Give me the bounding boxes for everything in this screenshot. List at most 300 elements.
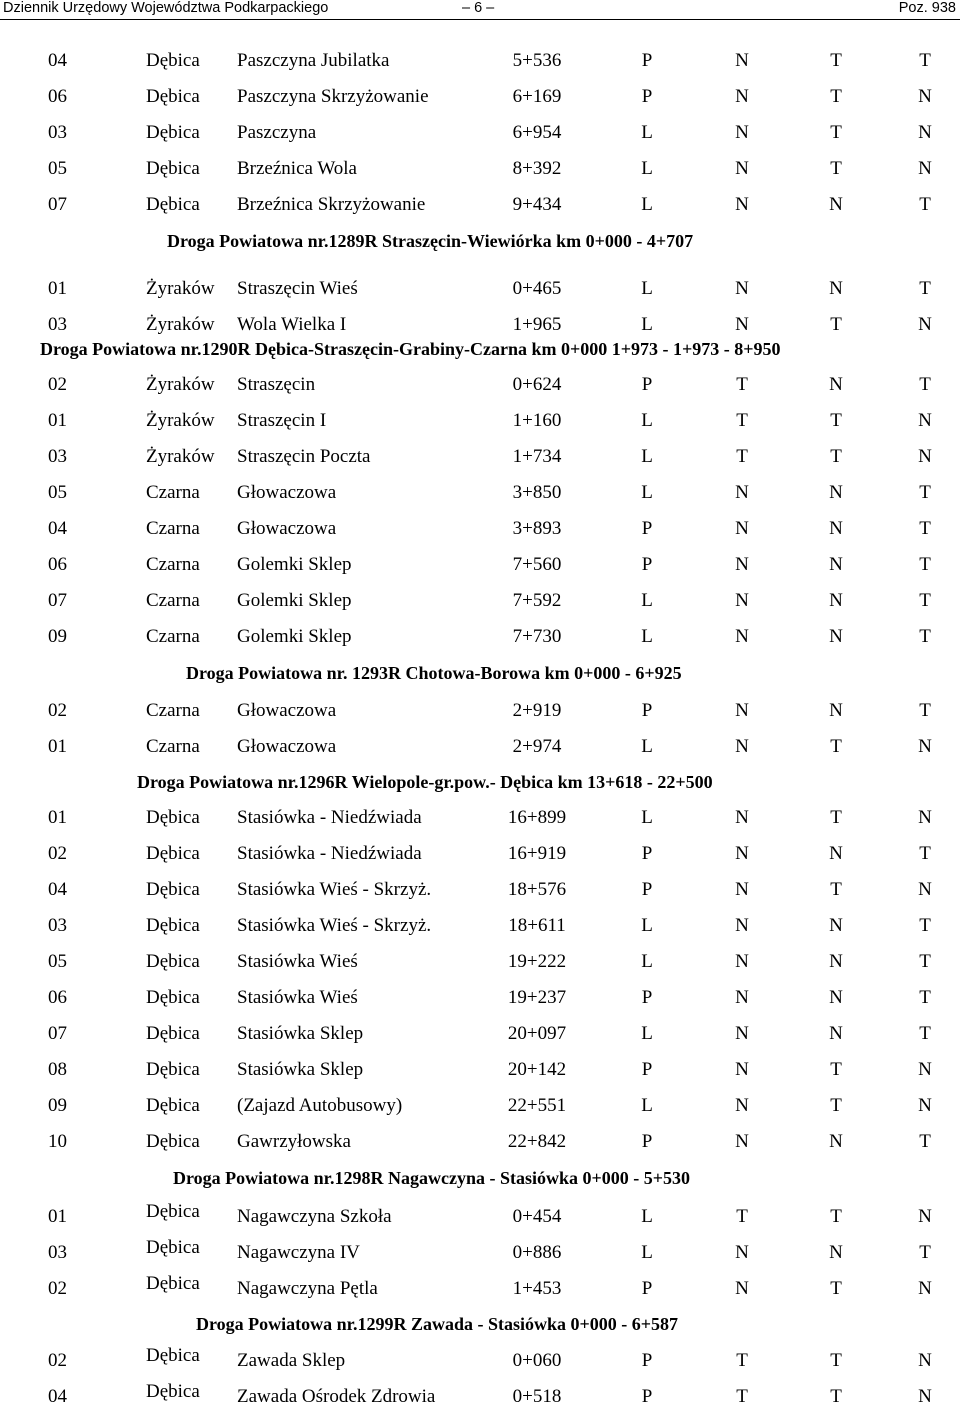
attribute-a-cell: N	[735, 158, 749, 179]
stop-number-cell: 06	[48, 86, 67, 107]
attribute-c-cell: N	[918, 1095, 932, 1116]
attribute-c-cell: T	[919, 915, 931, 936]
position-number: Poz. 938	[898, 0, 956, 16]
attribute-a-cell: N	[735, 843, 749, 864]
attribute-a-cell: T	[736, 1350, 748, 1371]
kilometer-cell: 3+893	[512, 518, 562, 539]
municipality-cell: Dębica	[146, 1095, 200, 1116]
stop-number-cell: 03	[48, 1242, 67, 1263]
side-cell: P	[641, 1350, 653, 1371]
kilometer-cell: 0+454	[512, 1206, 562, 1227]
stop-number-cell: 04	[48, 1386, 67, 1407]
side-cell: P	[641, 1278, 653, 1299]
attribute-b-cell: N	[829, 1242, 843, 1263]
stop-number-cell: 06	[48, 554, 67, 575]
table-row	[0, 1128, 960, 1156]
attribute-a-cell: N	[735, 314, 749, 335]
stop-number-cell: 01	[48, 410, 67, 431]
road-section-heading	[0, 1166, 960, 1190]
municipality-cell: Dębica	[146, 807, 200, 828]
attribute-b-cell: T	[830, 314, 842, 335]
stop-number-cell: 07	[48, 590, 67, 611]
stop-name-cell: Głowaczowa	[237, 736, 337, 757]
side-cell: P	[641, 518, 653, 539]
table-row	[0, 551, 960, 579]
attribute-c-cell: N	[918, 1278, 932, 1299]
road-section-heading	[0, 770, 960, 794]
municipality-cell: Dębica	[146, 50, 200, 71]
attribute-c-cell: T	[919, 987, 931, 1008]
kilometer-cell: 1+160	[512, 410, 562, 431]
attribute-c-cell: T	[919, 482, 931, 503]
attribute-b-cell: N	[829, 482, 843, 503]
attribute-b-cell: N	[829, 700, 843, 721]
table-row	[0, 948, 960, 976]
municipality-cell: Dębica	[146, 1131, 200, 1152]
attribute-a-cell: N	[735, 590, 749, 611]
attribute-c-cell: T	[919, 194, 931, 215]
stop-number-cell: 09	[48, 626, 67, 647]
attribute-b-cell: T	[830, 410, 842, 431]
municipality-cell: Czarna	[146, 590, 200, 611]
attribute-c-cell: T	[919, 554, 931, 575]
attribute-a-cell: N	[735, 122, 749, 143]
stop-number-cell: 04	[48, 879, 67, 900]
stop-number-cell: 02	[48, 843, 67, 864]
table-row	[0, 83, 960, 111]
stop-number-cell: 01	[48, 278, 67, 299]
municipality-cell: Dębica	[146, 1201, 200, 1222]
kilometer-cell: 19+222	[507, 951, 567, 972]
attribute-b-cell: N	[829, 278, 843, 299]
table-row	[0, 623, 960, 651]
kilometer-cell: 0+518	[512, 1386, 562, 1407]
municipality-cell: Żyraków	[146, 314, 215, 335]
kilometer-cell: 7+730	[512, 626, 562, 647]
attribute-a-cell: N	[735, 86, 749, 107]
municipality-cell: Dębica	[146, 1273, 200, 1294]
kilometer-cell: 0+060	[512, 1350, 562, 1371]
attribute-a-cell: N	[735, 50, 749, 71]
attribute-b-cell: T	[830, 1059, 842, 1080]
attribute-b-cell: T	[830, 879, 842, 900]
table-row	[0, 119, 960, 147]
stop-name-cell: Stasiówka Sklep	[237, 1023, 364, 1044]
attribute-a-cell: T	[736, 410, 748, 431]
attribute-c-cell: N	[918, 736, 932, 757]
stop-number-cell: 10	[48, 1131, 67, 1152]
side-cell: P	[641, 554, 653, 575]
kilometer-cell: 22+842	[507, 1131, 567, 1152]
table-row	[0, 1203, 960, 1231]
side-cell: L	[641, 158, 653, 179]
attribute-c-cell: T	[919, 278, 931, 299]
attribute-c-cell: N	[918, 86, 932, 107]
table-row	[0, 1383, 960, 1411]
stop-name-cell: Głowaczowa	[237, 518, 337, 539]
attribute-b-cell: N	[829, 1023, 843, 1044]
table-row	[0, 912, 960, 940]
attribute-c-cell: N	[918, 314, 932, 335]
municipality-cell: Dębica	[146, 158, 200, 179]
side-cell: P	[641, 1059, 653, 1080]
stop-name-cell: Straszęcin Wieś	[237, 278, 358, 299]
attribute-a-cell: N	[735, 626, 749, 647]
side-cell: P	[641, 86, 653, 107]
stop-number-cell: 04	[48, 518, 67, 539]
kilometer-cell: 8+392	[512, 158, 562, 179]
attribute-c-cell: T	[919, 951, 931, 972]
table-row	[0, 371, 960, 399]
attribute-c-cell: N	[918, 807, 932, 828]
attribute-b-cell: T	[830, 1350, 842, 1371]
road-section-title: Droga Powiatowa nr.1299R Zawada - Stasiówka 0+000 - 6+587	[196, 1314, 679, 1334]
attribute-a-cell: N	[735, 736, 749, 757]
stop-name-cell: Nagawczyna Pętla	[237, 1278, 378, 1299]
attribute-b-cell: T	[830, 122, 842, 143]
table-row	[0, 587, 960, 615]
attribute-a-cell: T	[736, 1206, 748, 1227]
stop-name-cell: (Zajazd Autobusowy)	[237, 1095, 403, 1116]
stop-name-cell: Stasiówka Wieś - Skrzyż.	[237, 915, 432, 936]
stop-number-cell: 06	[48, 987, 67, 1008]
stop-name-cell: Paszczyna Skrzyżowanie	[237, 86, 429, 107]
kilometer-cell: 1+453	[512, 1278, 562, 1299]
attribute-c-cell: T	[919, 1242, 931, 1263]
municipality-cell: Dębica	[146, 1059, 200, 1080]
attribute-b-cell: T	[830, 158, 842, 179]
table-row	[0, 876, 960, 904]
attribute-b-cell: N	[829, 1131, 843, 1152]
table-row	[0, 1347, 960, 1375]
attribute-a-cell: N	[735, 1278, 749, 1299]
kilometer-cell: 20+142	[507, 1059, 567, 1080]
kilometer-cell: 6+954	[512, 122, 562, 143]
table-row	[0, 697, 960, 725]
side-cell: P	[641, 700, 653, 721]
stop-name-cell: Głowaczowa	[237, 482, 337, 503]
side-cell: P	[641, 879, 653, 900]
kilometer-cell: 20+097	[507, 1023, 567, 1044]
attribute-b-cell: T	[830, 1386, 842, 1407]
municipality-cell: Dębica	[146, 1345, 200, 1366]
stop-number-cell: 02	[48, 374, 67, 395]
road-section-title: Droga Powiatowa nr.1298R Nagawczyna - Stasiówka 0+000 - 5+530	[173, 1168, 691, 1188]
side-cell: P	[641, 843, 653, 864]
attribute-b-cell: N	[829, 194, 843, 215]
stop-name-cell: Brzeźnica Skrzyżowanie	[237, 194, 426, 215]
stop-number-cell: 03	[48, 314, 67, 335]
side-cell: L	[641, 807, 653, 828]
municipality-cell: Żyraków	[146, 278, 215, 299]
attribute-a-cell: T	[736, 374, 748, 395]
road-section-title: Droga Powiatowa nr.1296R Wielopole-gr.pow.- Dębica km 13+618 - 22+500	[137, 772, 713, 792]
attribute-c-cell: T	[919, 700, 931, 721]
table-row	[0, 1092, 960, 1120]
side-cell: L	[641, 482, 653, 503]
side-cell: L	[641, 1242, 653, 1263]
attribute-b-cell: T	[830, 86, 842, 107]
attribute-b-cell: T	[830, 1278, 842, 1299]
attribute-c-cell: N	[918, 122, 932, 143]
table-row	[0, 984, 960, 1012]
side-cell: L	[641, 1095, 653, 1116]
attribute-a-cell: N	[735, 278, 749, 299]
side-cell: L	[641, 626, 653, 647]
attribute-b-cell: N	[829, 518, 843, 539]
stop-number-cell: 03	[48, 915, 67, 936]
municipality-cell: Dębica	[146, 1023, 200, 1044]
table-row	[0, 479, 960, 507]
attribute-c-cell: T	[919, 1023, 931, 1044]
kilometer-cell: 2+919	[512, 700, 562, 721]
kilometer-cell: 0+465	[512, 278, 562, 299]
attribute-b-cell: N	[829, 843, 843, 864]
kilometer-cell: 6+169	[512, 86, 562, 107]
table-row	[0, 840, 960, 868]
stop-name-cell: Gawrzyłowska	[237, 1131, 351, 1152]
municipality-cell: Dębica	[146, 879, 200, 900]
attribute-b-cell: N	[829, 915, 843, 936]
attribute-b-cell: T	[830, 1206, 842, 1227]
municipality-cell: Czarna	[146, 554, 200, 575]
stop-number-cell: 03	[48, 122, 67, 143]
attribute-b-cell: T	[830, 807, 842, 828]
table-row	[0, 191, 960, 219]
municipality-cell: Żyraków	[146, 446, 215, 467]
attribute-c-cell: T	[919, 590, 931, 611]
stop-name-cell: Stasiówka Sklep	[237, 1059, 364, 1080]
attribute-a-cell: N	[735, 951, 749, 972]
stop-number-cell: 02	[48, 1350, 67, 1371]
municipality-cell: Czarna	[146, 482, 200, 503]
attribute-b-cell: T	[830, 446, 842, 467]
stop-number-cell: 05	[48, 158, 67, 179]
municipality-cell: Dębica	[146, 1381, 200, 1402]
stop-name-cell: Zawada Ośrodek Zdrowia	[237, 1386, 436, 1407]
attribute-c-cell: N	[918, 1386, 932, 1407]
kilometer-cell: 1+965	[512, 314, 562, 335]
stop-name-cell: Stasiówka - Niedźwiada	[237, 843, 422, 864]
table-row	[0, 311, 960, 339]
side-cell: L	[641, 122, 653, 143]
municipality-cell: Dębica	[146, 194, 200, 215]
attribute-c-cell: N	[918, 1206, 932, 1227]
road-section-heading	[0, 337, 960, 361]
side-cell: L	[641, 194, 653, 215]
attribute-a-cell: N	[735, 554, 749, 575]
attribute-c-cell: T	[919, 50, 931, 71]
attribute-b-cell: T	[830, 50, 842, 71]
side-cell: L	[641, 278, 653, 299]
stop-name-cell: Straszęcin	[237, 374, 316, 395]
attribute-a-cell: N	[735, 1023, 749, 1044]
attribute-a-cell: N	[735, 879, 749, 900]
municipality-cell: Dębica	[146, 122, 200, 143]
stop-number-cell: 07	[48, 194, 67, 215]
attribute-c-cell: T	[919, 1131, 931, 1152]
road-section-heading	[0, 661, 960, 685]
kilometer-cell: 0+886	[512, 1242, 562, 1263]
kilometer-cell: 7+560	[512, 554, 562, 575]
stop-name-cell: Stasiówka - Niedźwiada	[237, 807, 422, 828]
attribute-a-cell: N	[735, 987, 749, 1008]
stop-name-cell: Straszęcin Poczta	[237, 446, 371, 467]
attribute-b-cell: N	[829, 951, 843, 972]
road-section-heading	[0, 1312, 960, 1336]
table-row	[0, 443, 960, 471]
stop-number-cell: 04	[48, 50, 67, 71]
road-section-title: Droga Powiatowa nr.1290R Dębica-Straszęcin-Grabiny-Czarna km 0+000 1+973 - 1+973 - 8+950	[40, 339, 781, 359]
table-row	[0, 1275, 960, 1303]
kilometer-cell: 1+734	[512, 446, 562, 467]
stop-name-cell: Głowaczowa	[237, 700, 337, 721]
attribute-b-cell: N	[829, 987, 843, 1008]
municipality-cell: Żyraków	[146, 374, 215, 395]
municipality-cell: Czarna	[146, 626, 200, 647]
kilometer-cell: 0+624	[512, 374, 562, 395]
kilometer-cell: 18+611	[508, 915, 566, 936]
attribute-a-cell: N	[735, 1095, 749, 1116]
kilometer-cell: 7+592	[512, 590, 562, 611]
attribute-c-cell: T	[919, 374, 931, 395]
attribute-a-cell: N	[735, 1242, 749, 1263]
side-cell: L	[641, 314, 653, 335]
attribute-a-cell: N	[735, 1131, 749, 1152]
table-row	[0, 275, 960, 303]
kilometer-cell: 5+536	[512, 50, 562, 71]
attribute-b-cell: N	[829, 590, 843, 611]
table-row	[0, 804, 960, 832]
stop-name-cell: Paszczyna Jubilatka	[237, 50, 390, 71]
side-cell: L	[641, 736, 653, 757]
road-section-title: Droga Powiatowa nr. 1293R Chotowa-Borowa km 0+000 - 6+925	[186, 663, 682, 683]
municipality-cell: Dębica	[146, 915, 200, 936]
stop-number-cell: 01	[48, 1206, 67, 1227]
attribute-a-cell: N	[735, 1059, 749, 1080]
stop-name-cell: Paszczyna	[237, 122, 317, 143]
stop-number-cell: 07	[48, 1023, 67, 1044]
stop-name-cell: Straszęcin I	[237, 410, 327, 431]
stop-number-cell: 03	[48, 446, 67, 467]
municipality-cell: Żyraków	[146, 410, 215, 431]
page-number: – 6 –	[462, 0, 495, 16]
road-section-heading	[0, 229, 960, 253]
attribute-a-cell: T	[736, 446, 748, 467]
municipality-cell: Czarna	[146, 518, 200, 539]
side-cell: P	[641, 987, 653, 1008]
stop-number-cell: 09	[48, 1095, 67, 1116]
attribute-b-cell: T	[830, 1095, 842, 1116]
kilometer-cell: 16+899	[507, 807, 567, 828]
municipality-cell: Czarna	[146, 736, 200, 757]
table-row	[0, 407, 960, 435]
attribute-c-cell: N	[918, 446, 932, 467]
stop-name-cell: Nagawczyna Szkoła	[237, 1206, 392, 1227]
stop-name-cell: Wola Wielka I	[237, 314, 347, 335]
kilometer-cell: 18+576	[507, 879, 567, 900]
municipality-cell: Dębica	[146, 987, 200, 1008]
table-row	[0, 47, 960, 75]
side-cell: P	[641, 1386, 653, 1407]
kilometer-cell: 22+551	[507, 1095, 567, 1116]
side-cell: L	[641, 590, 653, 611]
attribute-c-cell: N	[918, 158, 932, 179]
stop-number-cell: 08	[48, 1059, 67, 1080]
kilometer-cell: 3+850	[512, 482, 562, 503]
table-row	[0, 515, 960, 543]
attribute-b-cell: N	[829, 374, 843, 395]
stop-name-cell: Golemki Sklep	[237, 554, 352, 575]
stop-number-cell: 02	[48, 700, 67, 721]
road-section-title: Droga Powiatowa nr.1289R Straszęcin-Wiewiórka km 0+000 - 4+707	[167, 231, 694, 251]
attribute-c-cell: N	[918, 410, 932, 431]
stop-number-cell: 01	[48, 736, 67, 757]
stop-name-cell: Golemki Sklep	[237, 626, 352, 647]
stop-name-cell: Zawada Sklep	[237, 1350, 346, 1371]
attribute-a-cell: N	[735, 482, 749, 503]
stop-name-cell: Stasiówka Wieś	[237, 987, 358, 1008]
stop-name-cell: Stasiówka Wieś - Skrzyż.	[237, 879, 432, 900]
attribute-a-cell: N	[735, 807, 749, 828]
kilometer-cell: 9+434	[512, 194, 562, 215]
stop-name-cell: Nagawczyna IV	[237, 1242, 360, 1263]
side-cell: P	[641, 50, 653, 71]
table-row	[0, 1239, 960, 1267]
attribute-b-cell: N	[829, 626, 843, 647]
attribute-c-cell: N	[918, 1350, 932, 1371]
attribute-a-cell: N	[735, 915, 749, 936]
side-cell: L	[641, 410, 653, 431]
kilometer-cell: 19+237	[507, 987, 567, 1008]
side-cell: L	[641, 951, 653, 972]
table-row	[0, 733, 960, 761]
kilometer-cell: 2+974	[512, 736, 562, 757]
side-cell: P	[641, 374, 653, 395]
stop-number-cell: 02	[48, 1278, 67, 1299]
municipality-cell: Dębica	[146, 843, 200, 864]
attribute-c-cell: T	[919, 626, 931, 647]
attribute-b-cell: N	[829, 554, 843, 575]
stop-name-cell: Brzeźnica Wola	[237, 158, 357, 179]
attribute-c-cell: N	[918, 879, 932, 900]
municipality-cell: Dębica	[146, 951, 200, 972]
stop-number-cell: 01	[48, 807, 67, 828]
stop-number-cell: 05	[48, 482, 67, 503]
stop-number-cell: 05	[48, 951, 67, 972]
municipality-cell: Czarna	[146, 700, 200, 721]
table-row	[0, 155, 960, 183]
attribute-b-cell: T	[830, 736, 842, 757]
stop-name-cell: Stasiówka Wieś	[237, 951, 358, 972]
side-cell: P	[641, 1131, 653, 1152]
municipality-cell: Dębica	[146, 1237, 200, 1258]
kilometer-cell: 16+919	[507, 843, 567, 864]
attribute-a-cell: T	[736, 1386, 748, 1407]
attribute-a-cell: N	[735, 518, 749, 539]
side-cell: L	[641, 1023, 653, 1044]
table-row	[0, 1020, 960, 1048]
attribute-a-cell: N	[735, 194, 749, 215]
side-cell: L	[641, 446, 653, 467]
attribute-a-cell: N	[735, 700, 749, 721]
attribute-c-cell: T	[919, 518, 931, 539]
stop-name-cell: Golemki Sklep	[237, 590, 352, 611]
attribute-c-cell: N	[918, 1059, 932, 1080]
side-cell: L	[641, 915, 653, 936]
table-row	[0, 1056, 960, 1084]
municipality-cell: Dębica	[146, 86, 200, 107]
